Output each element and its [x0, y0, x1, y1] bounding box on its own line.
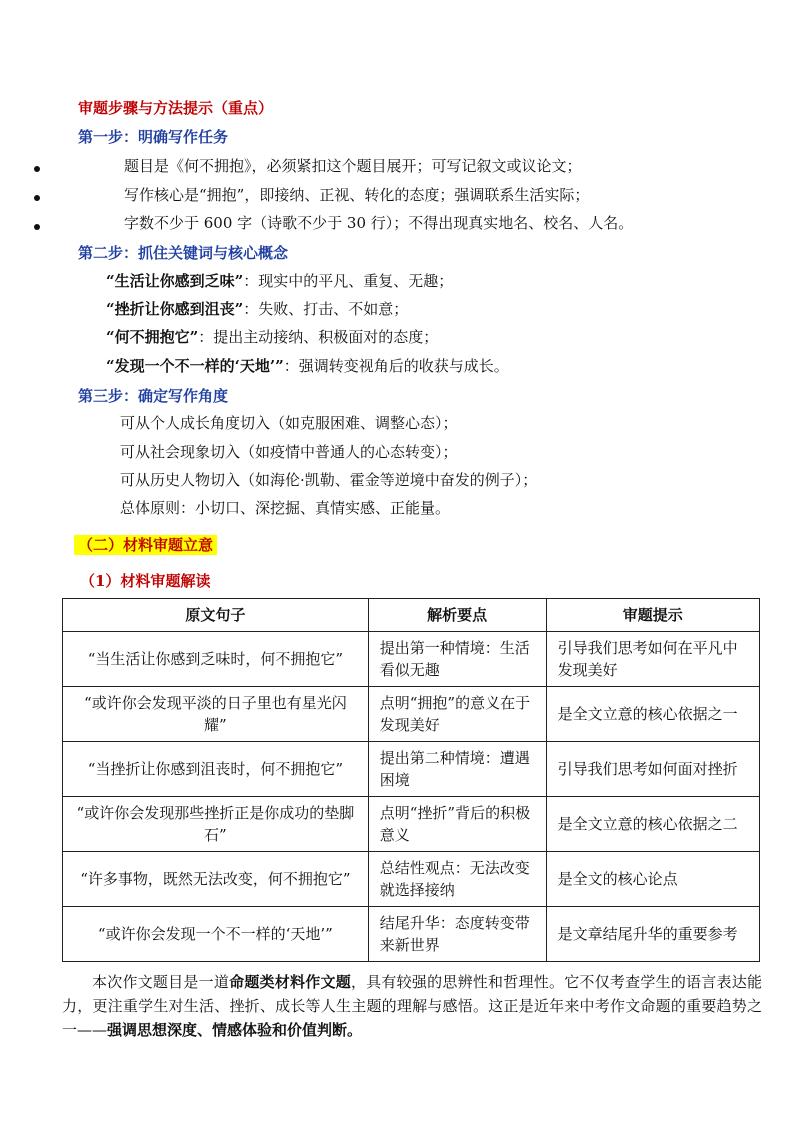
closing-emphasis: 强调思想深度、情感体验和价值判断。	[107, 1021, 363, 1039]
table-row	[63, 852, 760, 907]
analysis-cell: 提出第一种情境：生活看似无趣	[368, 632, 546, 687]
hint-cell: 引导我们思考如何在平凡中发现美好	[546, 632, 759, 687]
step1-bullet-2: 写作核心是“拥抱”，即接纳、正视、转化的态度；强调联系生活实际；	[124, 186, 590, 204]
section2-subheading: （1）材料审题解读	[80, 572, 211, 590]
closing-text: ，具有较强的思辨性和哲理性。它不仅考查学生的语言表达能力，更注重学生对生活、挫折、成长等人生主题的理解与感悟。这正是近年来中考作文命题的重要趋势之一——	[62, 973, 762, 1039]
column-header: 审题提示	[546, 599, 759, 632]
keyword: “何不拥抱它”	[106, 328, 199, 346]
hint-cell: 是全文立意的核心依据之二	[546, 797, 759, 852]
closing-emphasis: 命题类材料作文题	[229, 973, 351, 991]
step1-bullet-1: 题目是《何不拥抱》，必须紧扣这个题目展开；可写记叙文或议论文；	[124, 157, 582, 175]
step3-line-2: 可从社会现象切入（如疫情中普通人的心态转变）；	[120, 443, 458, 461]
original-sentence-cell: “或许你会发现一个不一样的‘天地’”	[63, 907, 369, 962]
hint-cell: 是文章结尾升华的重要参考	[546, 907, 759, 962]
step1-heading: 第一步：明确写作任务	[78, 128, 229, 146]
step3-heading: 第三步：确定写作角度	[78, 387, 229, 405]
section2-heading	[74, 534, 217, 555]
bullet-dot	[34, 224, 40, 230]
page-title: 审题步骤与方法提示（重点）	[78, 99, 274, 117]
step2-item-2	[106, 299, 408, 319]
keyword: “生活让你感到乏味”	[106, 272, 244, 290]
original-sentence-cell: “许多事物，既然无法改变，何不拥抱它”	[63, 852, 369, 907]
step1-bullet-3: 字数不少于 600 字（诗歌不少于 30 行）；不得出现真实地名、校名、人名。	[124, 214, 634, 232]
keyword: “挫折让你感到沮丧”	[106, 300, 244, 318]
table-row	[63, 632, 760, 687]
step3-line-3: 可从历史人物切入（如海伦·凯勒、霍金等逆境中奋发的例子）；	[120, 471, 538, 489]
hint-cell: 是全文的核心论点	[546, 852, 759, 907]
closing-text: 本次作文题目是一道	[92, 973, 230, 991]
keyword-desc: ：现实中的平凡、重复、无趣；	[243, 272, 454, 290]
original-sentence-cell: “当生活让你感到乏味时，何不拥抱它”	[63, 632, 369, 687]
analysis-cell: 点明“拥抱”的意义在于发现美好	[368, 687, 546, 742]
step3-line-1: 可从个人成长角度切入（如克服困难、调整心态）；	[120, 414, 458, 432]
keyword-desc: ：强调转变视角后的收获与成长。	[283, 357, 509, 375]
bullet-dot	[34, 166, 40, 172]
analysis-cell: 总结性观点：无法改变就选择接纳	[368, 852, 546, 907]
table-row	[63, 687, 760, 742]
analysis-cell: 结尾升华：态度转变带来新世界	[368, 907, 546, 962]
analysis-cell: 提出第二种情境：遭遇困境	[368, 742, 546, 797]
original-sentence-cell: “或许你会发现那些挫折正是你成功的垫脚石”	[63, 797, 369, 852]
table-row	[63, 797, 760, 852]
original-sentence-cell: “当挫折让你感到沮丧时，何不拥抱它”	[63, 742, 369, 797]
hint-cell: 是全文立意的核心依据之一	[546, 687, 759, 742]
step2-heading: 第二步：抓住关键词与核心概念	[78, 244, 289, 262]
highlighted-heading: （二）材料审题立意	[74, 535, 217, 555]
keyword-desc: ：提出主动接纳、积极面对的态度；	[198, 328, 439, 346]
column-header: 原文句子	[63, 599, 369, 632]
hint-cell: 引导我们思考如何面对挫折	[546, 742, 759, 797]
table-row	[63, 742, 760, 797]
column-header: 解析要点	[368, 599, 546, 632]
keyword-desc: ：失败、打击、不如意；	[243, 300, 409, 318]
table-row	[63, 907, 760, 962]
step2-item-3	[106, 327, 438, 347]
original-sentence-cell: “或许你会发现平淡的日子里也有星光闪耀”	[63, 687, 369, 742]
table-header-row	[63, 599, 760, 632]
step3-line-4: 总体原则：小切口、深挖掘、真情实感、正能量。	[120, 499, 451, 517]
step2-item-4	[106, 356, 509, 376]
analysis-table	[62, 598, 760, 962]
closing-paragraph	[62, 970, 762, 1042]
analysis-cell: 点明“挫折”背后的积极意义	[368, 797, 546, 852]
step2-item-1	[106, 271, 453, 291]
keyword: “发现一个不一样的‘天地’”	[106, 357, 284, 375]
bullet-dot	[34, 195, 40, 201]
